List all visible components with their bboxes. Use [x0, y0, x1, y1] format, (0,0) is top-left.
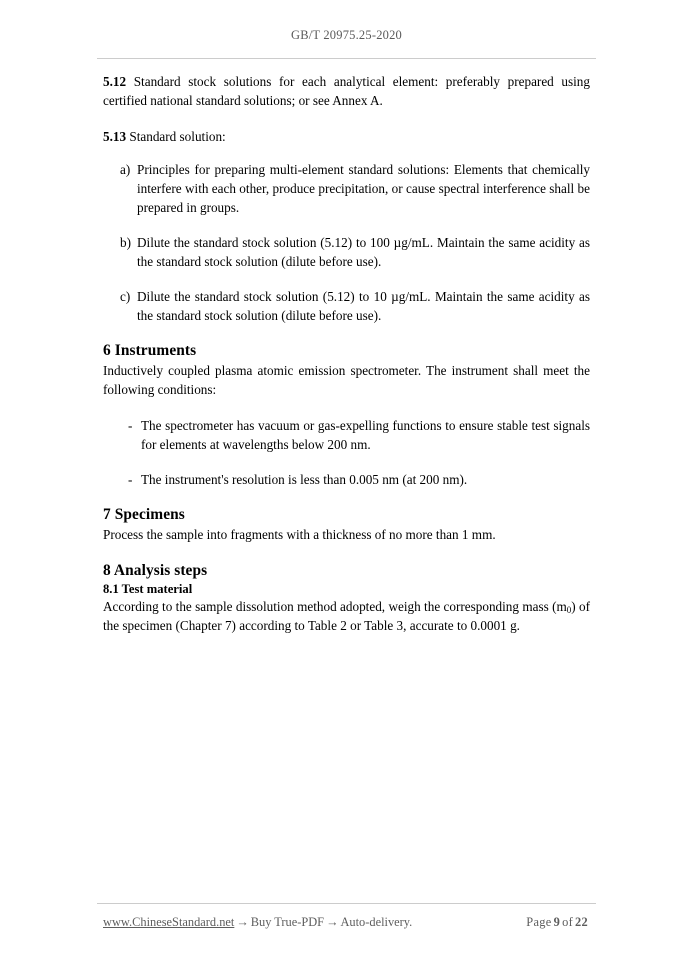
section-heading-6: 6 Instruments: [103, 342, 197, 359]
list-marker-c: c): [120, 289, 131, 304]
footer-promo: [103, 915, 412, 930]
list-item-text: The instrument's resolution is less than 0.005 nm (at 200 nm).: [141, 472, 468, 488]
footer-divider: [97, 903, 596, 904]
current-page-number: 9: [553, 915, 561, 929]
instrument-conditions-list: [103, 416, 590, 489]
document-content: [103, 72, 590, 652]
clause-5-13: [103, 127, 590, 146]
section-6-intro: Inductively coupled plasma atomic emission spectrometer. The instrument shall meet the following conditions:: [103, 363, 590, 398]
clause-5-12-text: Standard stock solutions for each analytical element: preferably prepared using certified national standard solutions; or see Annex A.: [103, 74, 590, 108]
chinesestandard-link[interactable]: www.ChineseStandard.net: [103, 915, 235, 929]
standard-number: GB/T 20975.25-2020: [290, 28, 402, 42]
clause-5-13-text: Standard solution:: [126, 129, 226, 144]
footer-promo-text-2: Auto-delivery.: [340, 915, 413, 929]
list-item-text: Dilute the standard stock solution (5.12) to 10 µg/mL. Maintain the same acidity as the standard stock solution (dilute before use).: [137, 289, 590, 323]
page-label: Page: [526, 915, 552, 929]
list-item: [103, 470, 590, 489]
list-marker-b: b): [120, 235, 131, 250]
arrow-right-icon: →: [326, 915, 339, 929]
subsection-8-1-paragraph: [103, 597, 590, 635]
dash-marker: -: [128, 472, 133, 488]
clause-5-12-number: 5.12: [103, 74, 127, 89]
list-item: [103, 160, 590, 217]
list-item-text: Principles for preparing multi-element standard solutions: Elements that chemically interfere with each other, produce precipitation, or cause spectral interference shall be prepared in groups.: [137, 162, 590, 215]
standard-solution-list: [103, 160, 590, 325]
clause-5-12: [103, 72, 590, 110]
page-header: [103, 26, 590, 44]
mass-subscript: 0: [566, 605, 572, 616]
paragraph-text-part2: ) of the specimen (Chapter 7) according to Table 2 or Table 3, accurate to 0.0001 g.: [103, 599, 590, 634]
of-label: of: [562, 915, 573, 929]
arrow-right-icon: →: [236, 915, 249, 929]
total-page-count: 22: [575, 915, 588, 929]
page-footer: [103, 915, 590, 930]
list-item-text: Dilute the standard stock solution (5.12) to 100 µg/mL. Maintain the same acidity as the standard stock solution (dilute before use).: [137, 235, 590, 269]
list-item: [103, 416, 590, 454]
subsection-heading-8-1: 8.1 Test material: [103, 582, 193, 597]
list-item: [103, 233, 590, 271]
paragraph-text-part1: According to the sample dissolution method adopted, weigh the corresponding mass (m: [103, 599, 567, 615]
list-item-text: The spectrometer has vacuum or gas-expelling functions to ensure stable test signals for elements at wavelengths below 200 nm.: [141, 418, 590, 453]
clause-5-13-number: 5.13: [103, 129, 127, 144]
dash-marker: -: [128, 418, 133, 434]
header-divider: [97, 58, 596, 59]
section-heading-8: 8 Analysis steps: [103, 562, 208, 580]
section-heading-7: 7 Specimens: [103, 506, 185, 524]
page-indicator: [526, 915, 590, 930]
section-7-paragraph: Process the sample into fragments with a thickness of no more than 1 mm.: [103, 527, 496, 543]
list-item: [103, 287, 590, 325]
list-marker-a: a): [120, 162, 131, 177]
footer-promo-text-1: Buy True-PDF: [250, 915, 325, 929]
